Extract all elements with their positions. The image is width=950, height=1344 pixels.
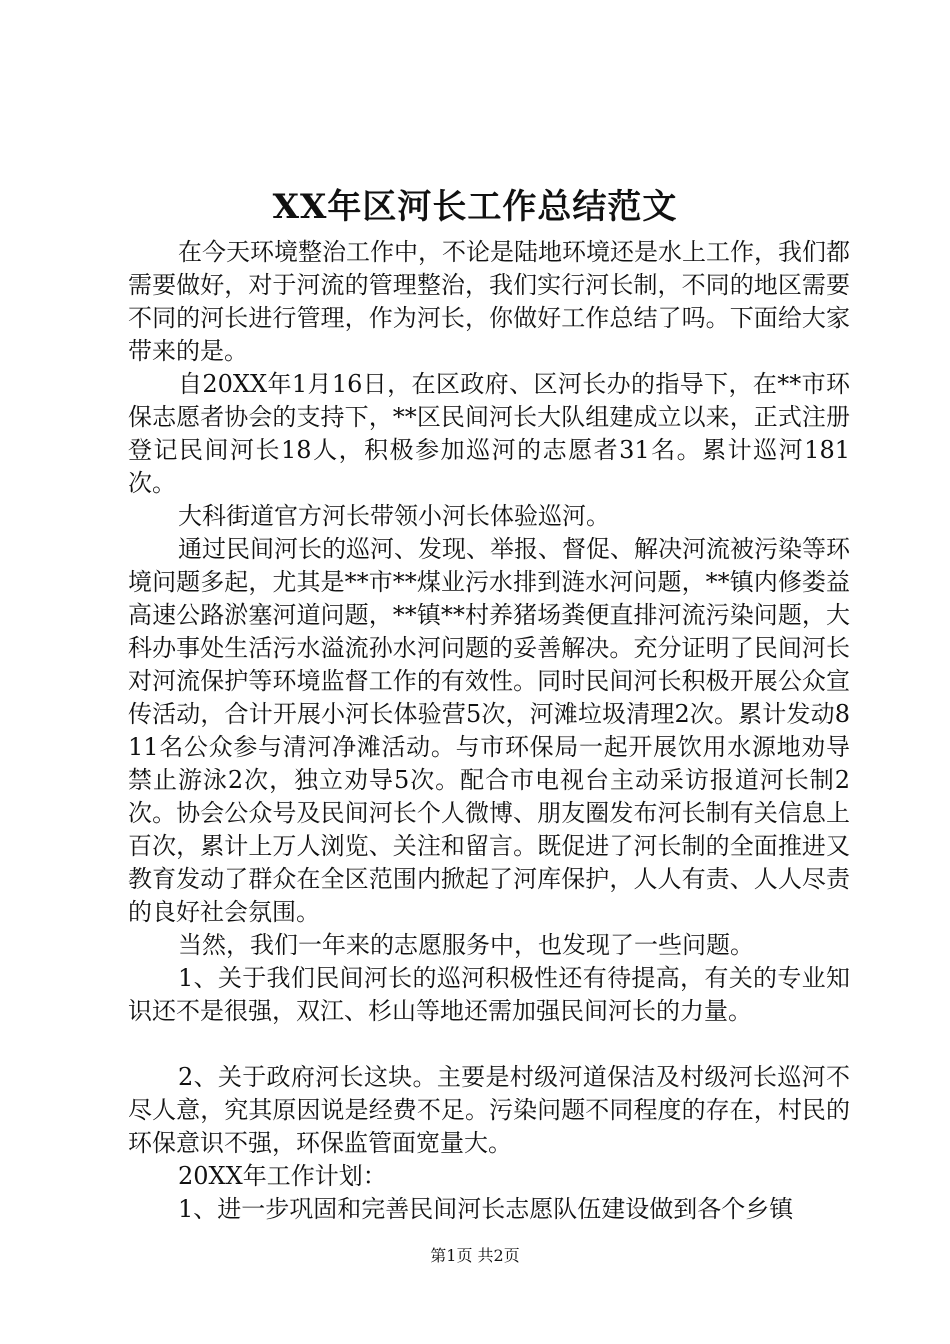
document-body bbox=[128, 236, 850, 1226]
paragraph-problems-intro: 当然，我们一年来的志愿服务中，也发现了一些问题。 bbox=[178, 931, 754, 959]
paragraph-spacer bbox=[128, 1028, 850, 1061]
paragraph-intro: 在今天环境整治工作中，不论是陆地环境还是水上工作，我们都需要做好，对于河流的管理整治，我们实行河长制，不同的地区需要不同的河长进行管理，作为河长，你做好工作总结了吗。下面给大家带来的是。 bbox=[128, 238, 850, 365]
page-number-footer: 第1页 共2页 bbox=[430, 1246, 520, 1265]
paragraph-problem-2: 2、关于政府河长这块。主要是村级河道保洁及村级河长巡河不尽人意，究其原因说是经费不足。污染问题不同程度的存在，村民的环保意识不强，环保监管面宽量大。 bbox=[128, 1063, 850, 1157]
paragraph-founding: 自20XX年1月16日，在区政府、区河长办的指导下，在**市环保志愿者协会的支持下，**区民间河长大队组建成立以来，正式注册登记民间河长18人，积极参加巡河的志愿者31名。累计巡河181次。 bbox=[128, 370, 850, 497]
document-title: XX年区河长工作总结范文 bbox=[272, 187, 678, 227]
paragraph-dake-street: 大科街道官方河长带领小河长体验巡河。 bbox=[178, 502, 610, 530]
paragraph-problem-1: 1、关于我们民间河长的巡河积极性还有待提高，有关的专业知识还不是很强，双江、杉山等地还需加强民间河长的力量。 bbox=[128, 964, 850, 1025]
paragraph-plan-heading: 20XX年工作计划： bbox=[178, 1162, 387, 1190]
paragraph-plan-1: 1、进一步巩固和完善民间河长志愿队伍建设做到各个乡镇 bbox=[178, 1195, 794, 1223]
paragraph-achievements: 通过民间河长的巡河、发现、举报、督促、解决河流被污染等环境问题多起，尤其是**市**煤业污水排到涟水河问题，**镇内修娄益高速公路淤塞河道问题，**镇**村养猪场粪便直排河流污染问题，大科办事处生活污水溢流孙水河问题的妥善解决。充分证明了民间河长对河流保护等环境监督工作的有效性。同时民间河长积极开展公众宣传活动，合计开展小河长体验营5次，河滩垃圾清理2次。累计发动811名公众参与清河净滩活动。与市环保局一起开展饮用水源地劝导禁止游泳2次，独立劝导5次。配合市电视台主动采访报道河长制2次。协会公众号及民间河长个人微博、朋友圈发布河长制有关信息上百次，累计上万人浏览、关注和留言。既促进了河长制的全面推进又教育发动了群众在全区范围内掀起了河库保护，人人有责、人人尽责的良好社会氛围。 bbox=[128, 535, 850, 926]
